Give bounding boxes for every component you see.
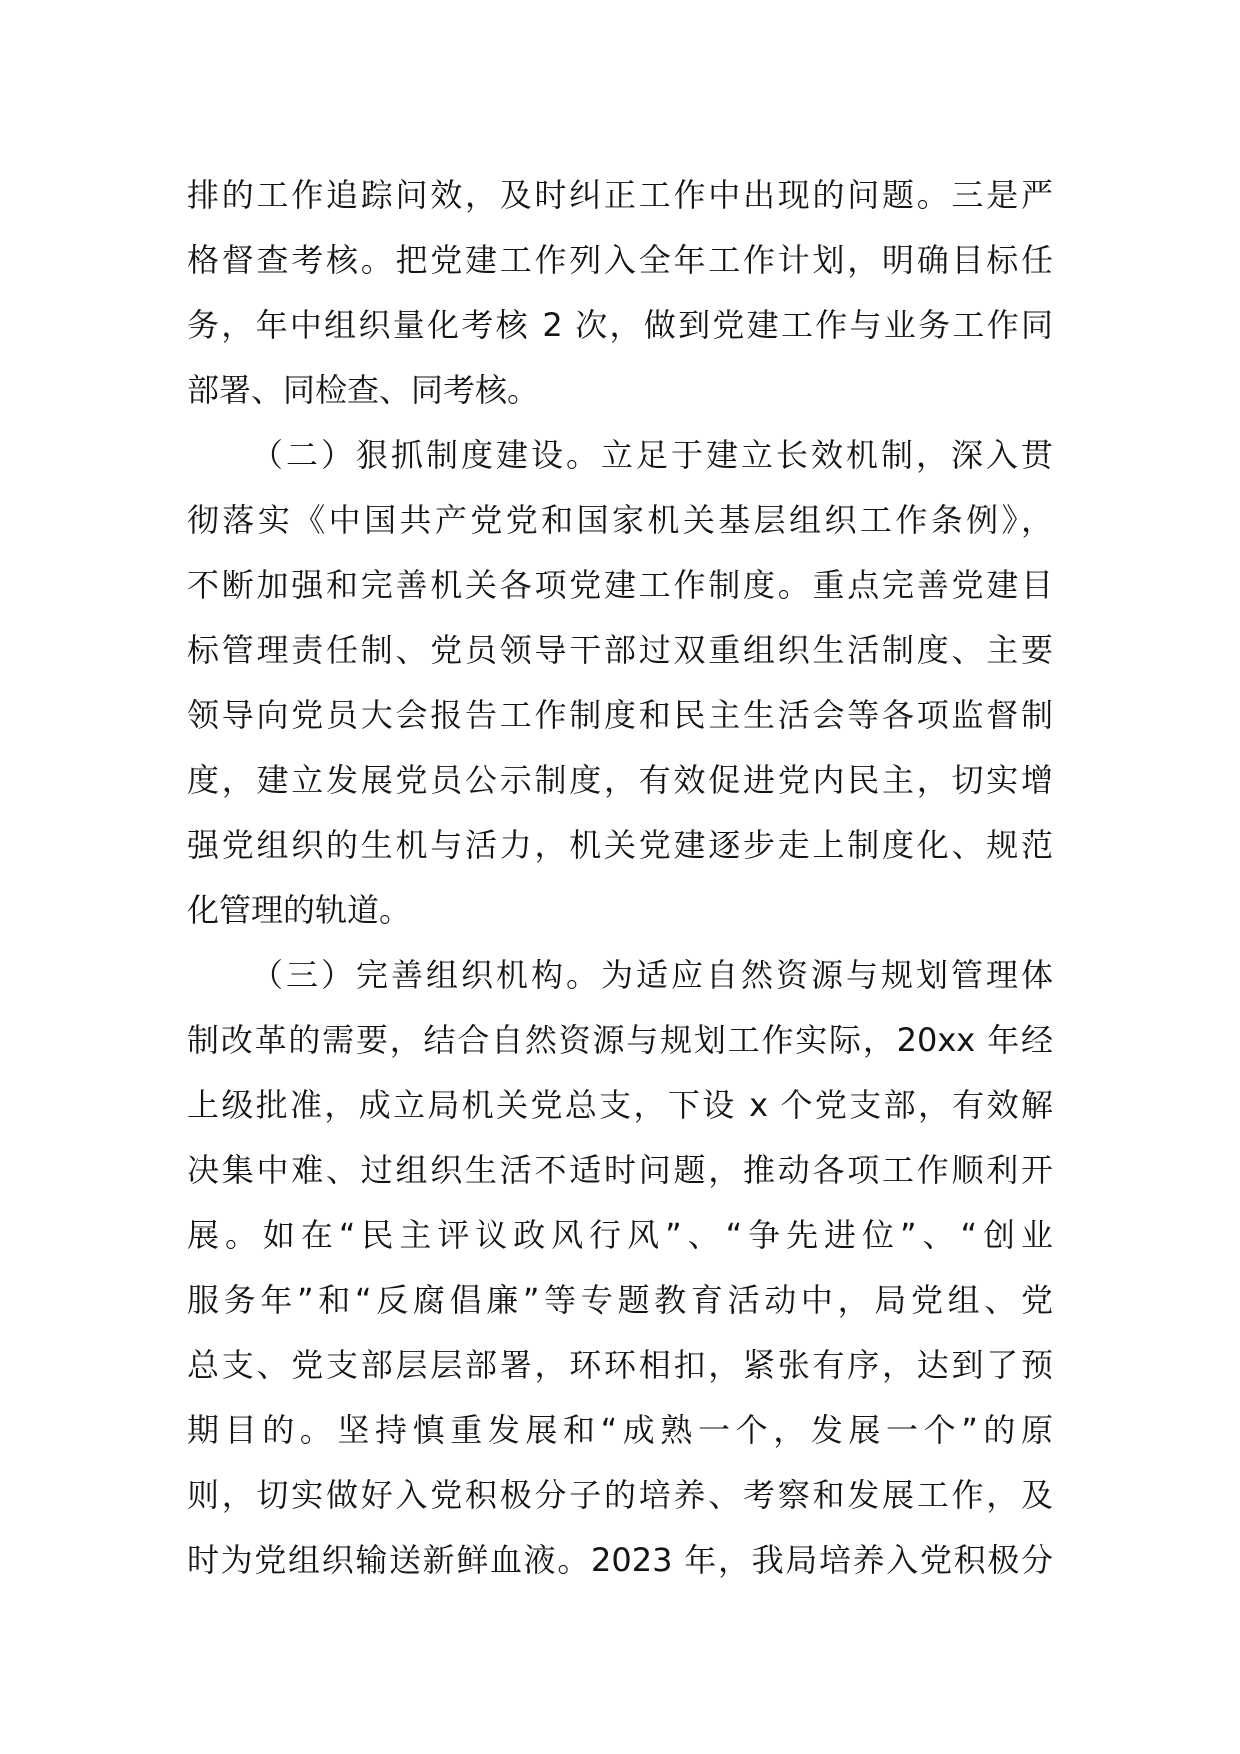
text-line: 强党组织的生机与活力，机关党建逐步走上制度化、规范 <box>187 826 1053 864</box>
text-line: 部署、同检查、同考核。 <box>187 371 540 409</box>
text-line: 不断加强和完善机关各项党建工作制度。重点完善党建目 <box>187 566 1053 604</box>
text-line: 服务年”和“反腐倡廉”等专题教育活动中，局党组、党 <box>187 1281 1053 1319</box>
paragraph-3 <box>187 943 1053 1593</box>
text-line: 格督查考核。把党建工作列入全年工作计划，明确目标任 <box>187 241 1053 279</box>
text-line: 制改革的需要，结合自然资源与规划工作实际，20xx 年经 <box>187 1021 1053 1059</box>
text-line: 化管理的轨道。 <box>187 891 412 929</box>
text-line: 彻落实《中国共产党党和国家机关基层组织工作条例》， <box>187 501 1053 539</box>
text-line: 时为党组织输送新鲜血液。2023 年，我局培养入党积极分 <box>187 1541 1053 1579</box>
text-line: （三）完善组织机构。为适应自然资源与规划管理体 <box>251 956 1053 994</box>
text-line: 领导向党员大会报告工作制度和民主生活会等各项监督制 <box>187 696 1053 734</box>
text-line: 期目的。坚持慎重发展和“成熟一个，发展一个”的原 <box>187 1411 1053 1449</box>
text-line: 总支、党支部层层部署，环环相扣，紧张有序，达到了预 <box>187 1346 1053 1384</box>
text-line: （二）狠抓制度建设。立足于建立长效机制，深入贯 <box>251 436 1053 474</box>
text-line: 决集中难、过组织生活不适时问题，推动各项工作顺利开 <box>187 1151 1053 1189</box>
document-body <box>187 163 1053 1593</box>
text-line: 展。如在“民主评议政风行风”、“争先进位”、“创业 <box>187 1216 1053 1254</box>
paragraph-1 <box>187 163 1053 423</box>
text-line: 标管理责任制、党员领导干部过双重组织生活制度、主要 <box>187 631 1053 669</box>
text-line: 排的工作追踪问效，及时纠正工作中出现的问题。三是严 <box>187 176 1053 214</box>
text-line: 上级批准，成立局机关党总支，下设 x 个党支部，有效解 <box>187 1086 1053 1124</box>
text-line: 度，建立发展党员公示制度，有效促进党内民主，切实增 <box>187 761 1053 799</box>
paragraph-2 <box>187 423 1053 943</box>
text-line: 则，切实做好入党积极分子的培养、考察和发展工作，及 <box>187 1476 1053 1514</box>
text-line: 务，年中组织量化考核 2 次，做到党建工作与业务工作同 <box>187 306 1053 344</box>
